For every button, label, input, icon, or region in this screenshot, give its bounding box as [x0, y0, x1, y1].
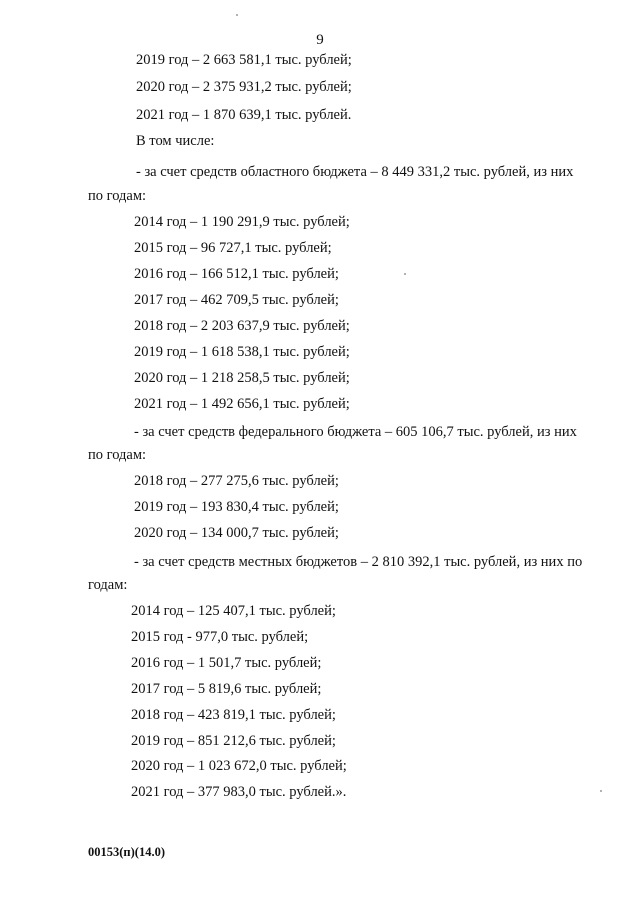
text-line: 2019 год – 2 663 581,1 тыс. рублей; [136, 52, 352, 68]
text-line: годам: [88, 577, 128, 593]
text-line: 2017 год – 5 819,6 тыс. рублей; [131, 681, 322, 697]
text-line: 2020 год – 2 375 931,2 тыс. рублей; [136, 79, 352, 95]
text-line: 2020 год – 1 218 258,5 тыс. рублей; [134, 370, 350, 386]
text-line: 2016 год – 1 501,7 тыс. рублей; [131, 655, 322, 671]
text-line: В том числе: [136, 133, 215, 149]
scan-speck [236, 14, 238, 16]
text-line: 2016 год – 166 512,1 тыс. рублей; [134, 266, 339, 282]
footer-code: 00153(п)(14.0) [88, 845, 165, 859]
text-line: - за счет средств областного бюджета – 8 449 331,2 тыс. рублей, из них [136, 164, 574, 180]
text-line: 2019 год – 1 618 538,1 тыс. рублей; [134, 344, 350, 360]
text-line: 2021 год – 1 492 656,1 тыс. рублей; [134, 396, 350, 412]
text-line: 2021 год – 1 870 639,1 тыс. рублей. [136, 107, 352, 123]
text-line: по годам: [88, 188, 147, 204]
text-line: 2020 год – 134 000,7 тыс. рублей; [134, 525, 339, 541]
text-line: 2020 год – 1 023 672,0 тыс. рублей; [131, 758, 347, 774]
text-line: - за счет средств местных бюджетов – 2 810 392,1 тыс. рублей, из них по [134, 554, 583, 570]
text-line: 2019 год – 851 212,6 тыс. рублей; [131, 733, 336, 749]
text-line: 2018 год – 2 203 637,9 тыс. рублей; [134, 318, 350, 334]
text-line: 2017 год – 462 709,5 тыс. рублей; [134, 292, 339, 308]
text-line: - за счет средств федерального бюджета – 605 106,7 тыс. рублей, из них [134, 424, 577, 440]
text-line: 2021 год – 377 983,0 тыс. рублей.». [131, 784, 347, 800]
text-line: 2018 год – 423 819,1 тыс. рублей; [131, 707, 336, 723]
text-line: 2015 год – 96 727,1 тыс. рублей; [134, 240, 332, 256]
text-line: 2019 год – 193 830,4 тыс. рублей; [134, 499, 339, 515]
text-line: 2015 год - 977,0 тыс. рублей; [131, 629, 309, 645]
text-line: по годам: [88, 447, 147, 463]
scan-speck [404, 273, 406, 275]
text-line: 2014 год – 125 407,1 тыс. рублей; [131, 603, 336, 619]
page-number: 9 [316, 32, 324, 48]
text-line: 2018 год – 277 275,6 тыс. рублей; [134, 473, 339, 489]
text-line: 2014 год – 1 190 291,9 тыс. рублей; [134, 214, 350, 230]
scan-speck [600, 790, 602, 792]
